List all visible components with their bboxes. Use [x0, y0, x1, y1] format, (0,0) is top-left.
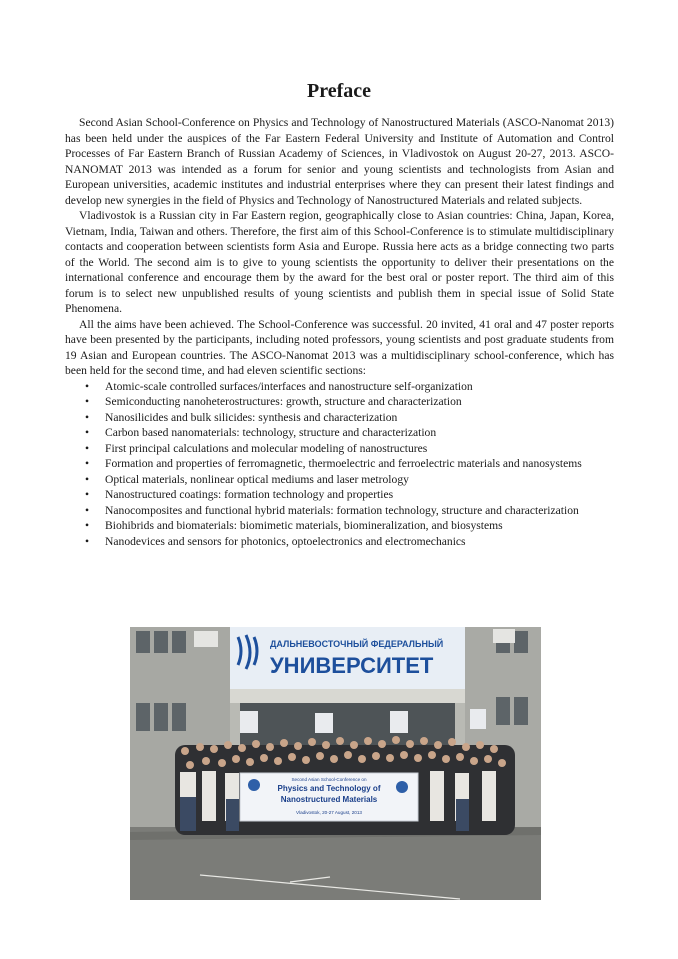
banner-line-4: Vladivostok, 20-27 August, 2013: [296, 810, 362, 815]
banner-line-3: Nanostructured Materials: [280, 795, 378, 804]
list-item: [65, 487, 614, 503]
list-item: [65, 379, 614, 395]
banner-line-1: Second Asian School-Conference on: [291, 777, 367, 782]
section-label: Nanocomposites and functional hybrid materials: formation technology, structure and characterization: [105, 503, 579, 517]
section-label: Nanodevices and sensors for photonics, optoelectronics and electromechanics: [105, 534, 466, 548]
conference-logo-icon: [248, 779, 260, 791]
bullet-icon: •: [85, 519, 90, 532]
ac-unit: [493, 629, 515, 643]
page-title: Preface: [306, 80, 372, 102]
section-label: Nanosilicides and bulk silicides: synthesis and characterization: [105, 410, 398, 424]
sponsor-logo-icon: [396, 781, 408, 793]
banner-line-2: Physics and Technology of: [277, 784, 381, 793]
list-item: [65, 456, 614, 472]
section-label: Atomic-scale controlled surfaces/interfaces and nanostructure self-organization: [105, 379, 473, 393]
group-photo-illustration: [130, 627, 541, 900]
group-photo: [130, 627, 541, 900]
bullet-icon: •: [85, 472, 90, 486]
list-item: [65, 472, 614, 488]
sign-line-1: ДАЛЬНЕВОСТОЧНЫЙ ФЕДЕРАЛЬНЫЙ: [270, 639, 444, 649]
section-label: Nanostructured coatings: formation technology and properties: [105, 488, 394, 501]
paragraph-aims: Vladivostok is a Russian city in Far Eastern region, geographically close to Asian countries: China, Japan, Korea, Vietnam, India, Taiwan and others. Therefore, the first aim of this School-Conference is to stimulate multidisciplinary contacts and cooperation between scientists form Asia and Europe. Russia here acts as a bridge connecting two parts of the World. The second aim is to give to young scientists the opportunity to deliver their presentations on the international conference and encourage them by the award for the best oral or poster report. The third aim of this forum is to select new unpublished results of young scientists and publish them in special issue of Solid State Phenomena.: [65, 209, 614, 315]
paragraph-intro: Second Asian School-Conference on Physics and Technology of Nanostructured Materials (ASCO-Nanomat 2013) has been held under the auspices of the Far Eastern Federal University and Institute of Automation and Control Processes of Far Eastern Branch of Russian Academy of Sciences, in Vladivostok on August 20-27, 2013. ASCO-NANOMAT 2013 was intended as a forum for senior and young scientists and technologists from Asian and European universities, academic institutes and industrial enterprises where they can present their latest findings and develop new synergies in the field of Physics and Technology of Nanostructured Materials and related subjects.: [65, 116, 614, 207]
bullet-icon: •: [85, 534, 90, 548]
bullet-icon: •: [85, 410, 90, 424]
list-item: [65, 441, 614, 457]
body-text: [65, 115, 614, 549]
conference-banner: [240, 773, 418, 821]
section-label: Carbon based nanomaterials: technology, structure and characterization: [105, 426, 437, 439]
ac-unit: [194, 631, 218, 647]
bullet-icon: •: [85, 395, 90, 408]
section-label: Biohibrids and biomaterials: biomimetic materials, biomineralization, and biosystems: [105, 519, 503, 532]
list-item: [65, 394, 614, 410]
bullet-icon: •: [85, 488, 90, 501]
list-item: [65, 518, 614, 534]
list-item: [65, 425, 614, 441]
list-item: [65, 503, 614, 519]
section-label: Semiconducting nanoheterostructures: growth, structure and characterization: [105, 395, 462, 408]
bullet-icon: •: [85, 379, 90, 393]
bullet-icon: •: [85, 441, 90, 455]
paragraph-results: All the aims have been achieved. The School-Conference was successful. 20 invited, 41 oral and 47 poster reports have been presented by the participants, including noted professors, young scientists and post graduate students from 19 Asian and European countries. The ASCO-Nanomat 2013 was a multidisciplinary school-conference, which has been held for the second time, and had eleven scientific sections:: [65, 317, 614, 377]
section-label: First principal calculations and molecular modeling of nanostructures: [105, 441, 428, 455]
list-item: [65, 410, 614, 426]
sign-line-2: УНИВЕРСИТЕТ: [270, 653, 434, 678]
section-label: Formation and properties of ferromagnetic, thermoelectric and ferroelectric materials and nanosystems: [105, 457, 582, 470]
bullet-icon: •: [85, 503, 90, 517]
list-item: [65, 534, 614, 550]
section-label: Optical materials, nonlinear optical mediums and laser metrology: [105, 472, 409, 486]
sections-list: [65, 379, 614, 550]
bullet-icon: •: [85, 457, 90, 470]
bullet-icon: •: [85, 426, 90, 439]
